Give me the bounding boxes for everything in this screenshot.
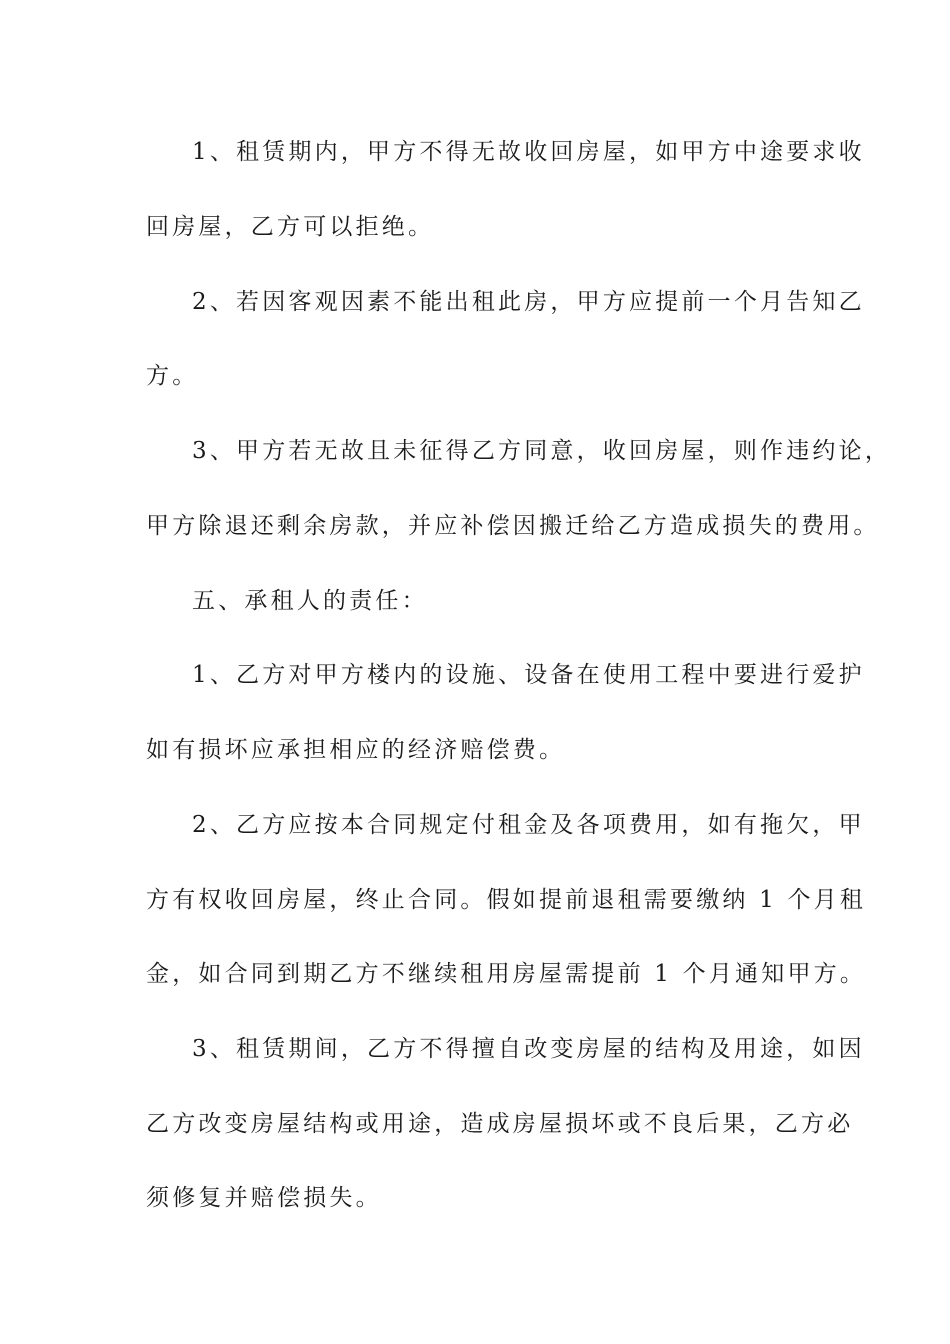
section-heading: 五、承租人的责任： [192, 588, 428, 614]
paragraph-line: 方有权收回房屋，终止合同。假如提前退租需要缴纳 1 个月租 [146, 887, 867, 913]
paragraph-line: 甲方除退还剩余房款，并应补偿因搬迁给乙方造成损失的费用。 [146, 513, 880, 539]
paragraph-line: 乙方改变房屋结构或用途，造成房屋损坏或不良后果，乙方必 [146, 1111, 854, 1137]
paragraph-line: 回房屋，乙方可以拒绝。 [146, 214, 435, 240]
paragraph-line: 须修复并赔偿损失。 [146, 1185, 382, 1211]
paragraph-line: 1、乙方对甲方楼内的设施、设备在使用工程中要进行爱护 [192, 662, 865, 688]
paragraph-line: 2、若因客观因素不能出租此房，甲方应提前一个月告知乙 [192, 289, 865, 315]
paragraph-line: 3、甲方若无故且未征得乙方同意，收回房屋，则作违约论， [192, 438, 892, 464]
paragraph-line: 如有损坏应承担相应的经济赔偿费。 [146, 737, 566, 763]
paragraph-line: 方。 [146, 363, 199, 389]
paragraph-line: 1、租赁期内，甲方不得无故收回房屋，如甲方中途要求收 [192, 139, 865, 165]
paragraph-line: 2、乙方应按本合同规定付租金及各项费用，如有拖欠，甲 [192, 812, 865, 838]
paragraph-line: 3、租赁期间，乙方不得擅自改变房屋的结构及用途，如因 [192, 1036, 865, 1062]
paragraph-line: 金，如合同到期乙方不继续租用房屋需提前 1 个月通知甲方。 [146, 961, 867, 987]
